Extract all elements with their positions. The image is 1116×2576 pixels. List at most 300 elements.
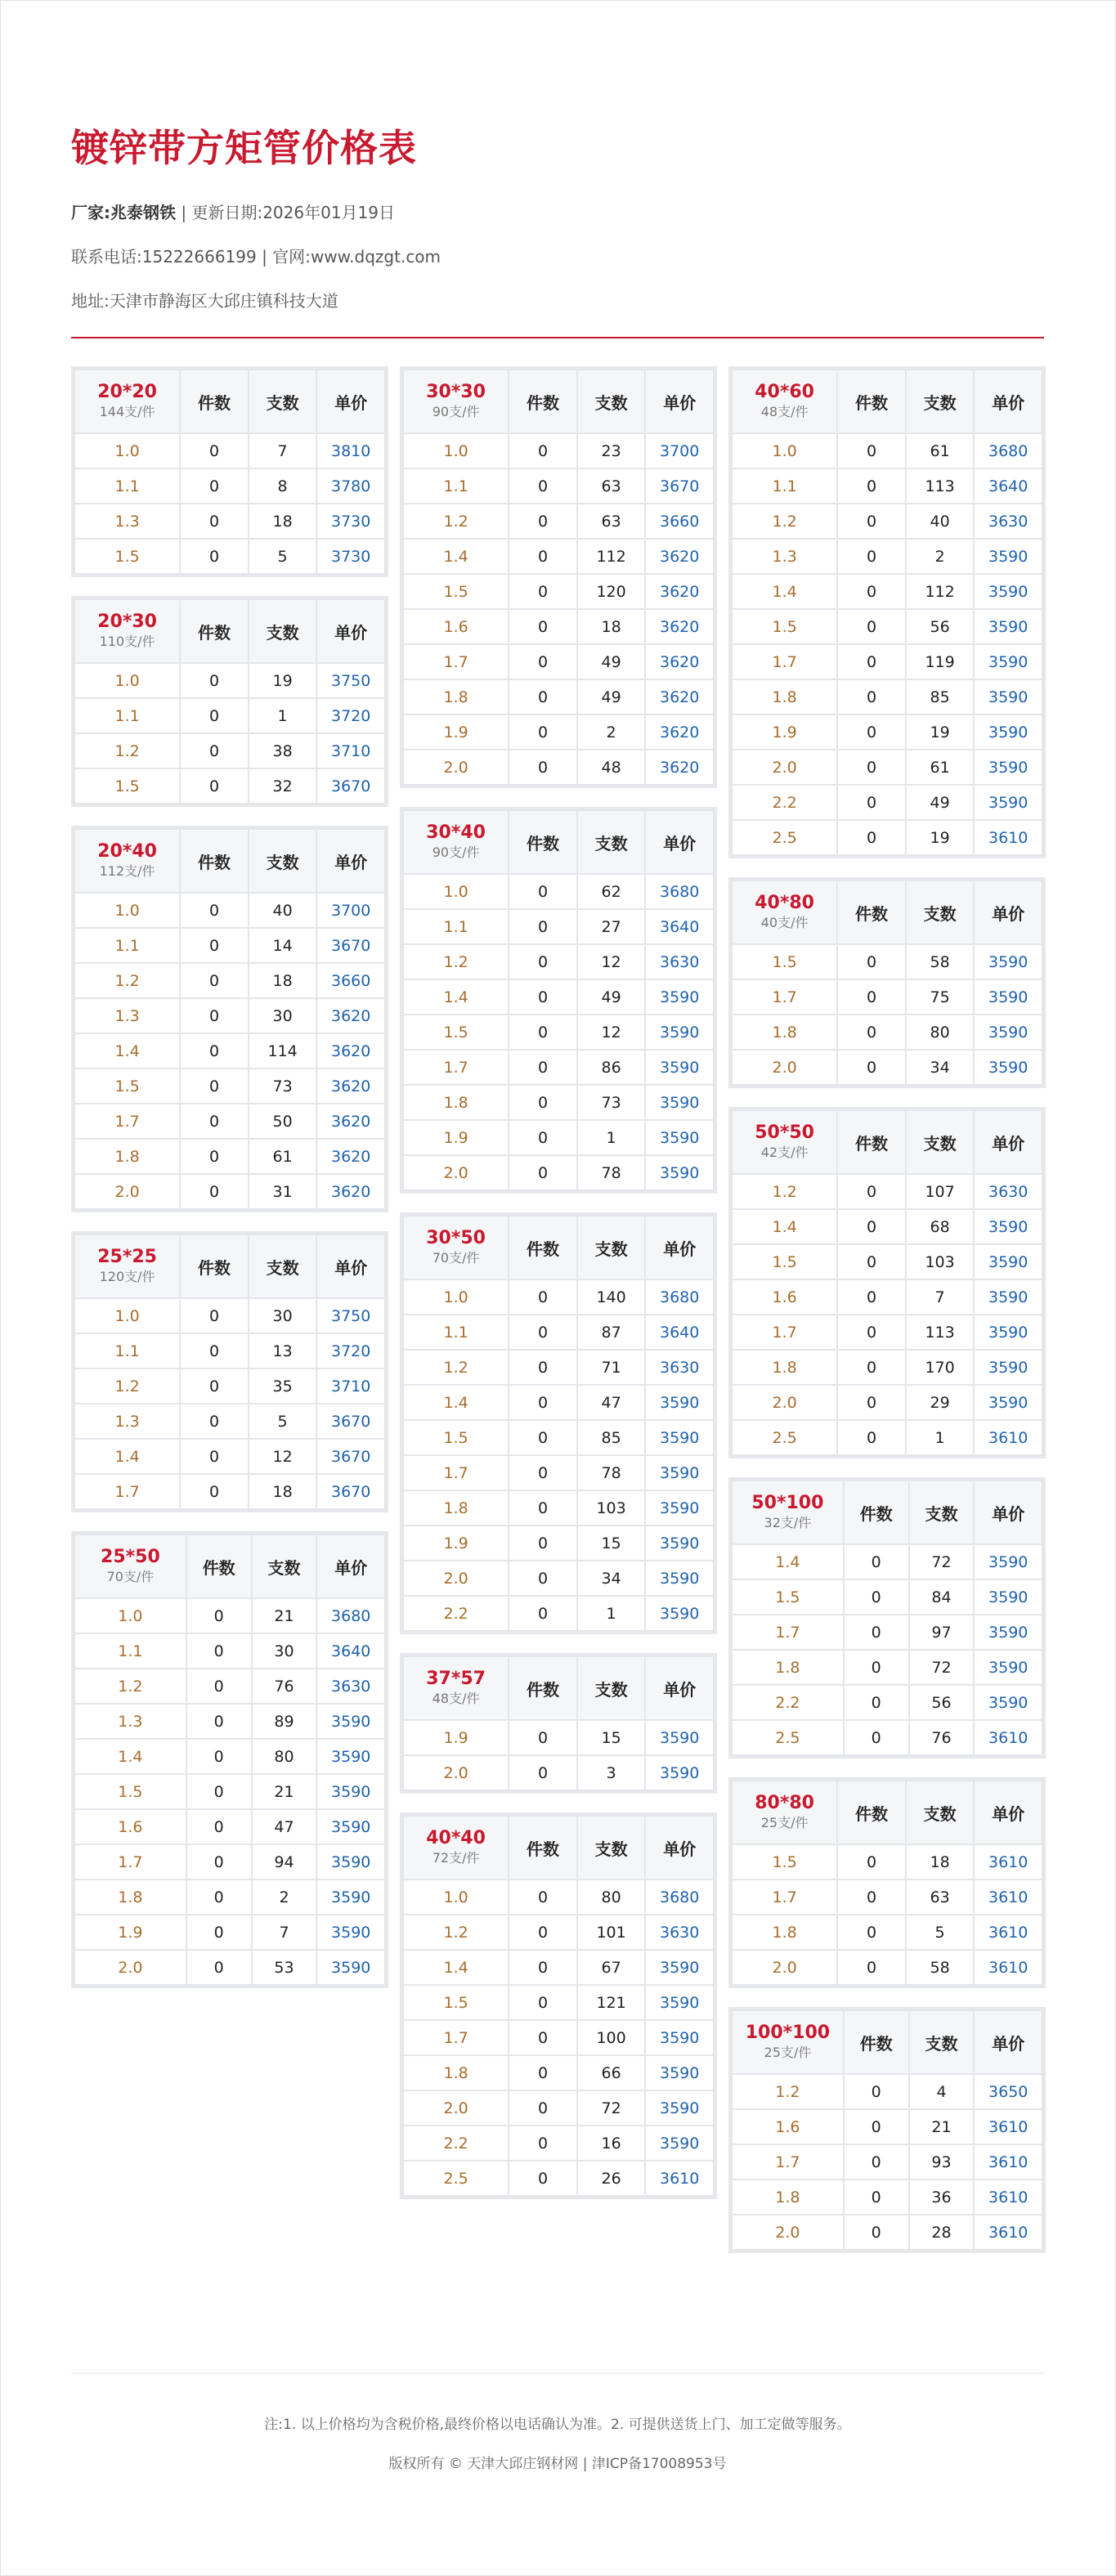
- price-cell: 3660: [316, 963, 385, 998]
- pieces-cell: 0: [837, 679, 906, 715]
- pieces-cell: 0: [186, 1774, 252, 1809]
- count-cell: 5: [249, 539, 317, 574]
- table-row: [732, 2109, 1042, 2144]
- table-row: [403, 2055, 714, 2090]
- thickness-cell: 1.0: [403, 1879, 509, 1915]
- count-cell: 84: [909, 1579, 975, 1615]
- count-cell: 140: [577, 1279, 646, 1315]
- header-count: 支数: [577, 810, 646, 874]
- table-row: [403, 609, 714, 644]
- count-cell: 30: [249, 998, 317, 1033]
- pieces-cell: 0: [180, 1404, 249, 1439]
- table-row: [403, 874, 714, 909]
- pieces-cell: 0: [180, 893, 249, 928]
- pieces-cell: 0: [186, 1844, 252, 1879]
- thickness-cell: 1.5: [732, 1579, 844, 1615]
- pieces-cell: 0: [837, 1420, 906, 1455]
- count-cell: 63: [906, 1879, 975, 1915]
- pieces-cell: 0: [509, 504, 577, 539]
- count-cell: 7: [906, 1279, 975, 1315]
- price-cell: 3590: [974, 1315, 1042, 1350]
- spec-name: 25*50: [101, 1547, 160, 1567]
- pieces-cell: 0: [509, 539, 577, 574]
- count-cell: 76: [252, 1669, 317, 1704]
- price-cell: 3610: [974, 1915, 1042, 1950]
- pieces-cell: 0: [837, 785, 906, 820]
- table-row: [732, 1209, 1042, 1244]
- count-cell: 56: [909, 1685, 975, 1720]
- table-row: [403, 2090, 714, 2126]
- table-row: [74, 1298, 385, 1333]
- count-cell: 94: [252, 1844, 317, 1879]
- count-cell: 58: [906, 944, 975, 979]
- count-cell: 47: [252, 1809, 317, 1844]
- address-value: 天津市静海区大邱庄镇科技大道: [109, 291, 338, 311]
- price-cell: 3590: [645, 1525, 714, 1561]
- price-cell: 3590: [974, 679, 1042, 715]
- pieces-cell: 0: [509, 1596, 577, 1631]
- header-count: 支数: [249, 599, 317, 663]
- thickness-cell: 1.3: [74, 1704, 186, 1739]
- price-table: [731, 880, 1043, 1086]
- table-row: [403, 715, 714, 750]
- pieces-cell: 0: [180, 733, 249, 768]
- header-price: 单价: [645, 1816, 714, 1879]
- site-label: | 官网:: [256, 247, 311, 267]
- price-cell: 3710: [316, 733, 385, 768]
- thickness-cell: 1.4: [74, 1739, 186, 1774]
- thickness-cell: 1.2: [403, 1350, 509, 1385]
- table-row: [403, 2126, 714, 2161]
- table-row: [74, 1844, 385, 1879]
- price-cell: 3590: [974, 1650, 1042, 1685]
- pieces-cell: 0: [180, 1333, 249, 1369]
- table-row: [732, 785, 1042, 820]
- header-count: 支数: [249, 829, 317, 893]
- count-cell: 103: [577, 1490, 646, 1525]
- thickness-cell: 1.1: [74, 1633, 186, 1669]
- spec-header-cell: [732, 1781, 837, 1844]
- table-row: [732, 1650, 1042, 1685]
- table-row: [732, 609, 1042, 644]
- thickness-cell: 1.2: [403, 944, 509, 979]
- count-cell: 66: [577, 2055, 646, 2090]
- header-pieces: 件数: [509, 1656, 577, 1720]
- price-table-20x30: [71, 596, 388, 807]
- table-row: [732, 644, 1042, 679]
- thickness-cell: 1.4: [403, 1385, 509, 1420]
- thickness-cell: 1.1: [74, 928, 180, 963]
- price-table: [731, 1109, 1043, 1456]
- thickness-cell: 1.0: [74, 1598, 186, 1633]
- price-cell: 3620: [316, 1033, 385, 1068]
- price-cell: 3670: [316, 1439, 385, 1474]
- price-cell: 3610: [974, 2180, 1042, 2215]
- table-row: [74, 1633, 385, 1669]
- count-cell: 113: [906, 1315, 975, 1350]
- table-column-2: [400, 366, 717, 2218]
- table-row: [732, 1579, 1042, 1615]
- price-cell: 3590: [974, 1050, 1042, 1085]
- pieces-cell: 0: [509, 1525, 577, 1561]
- price-cell: 3590: [645, 2090, 714, 2126]
- thickness-cell: 1.8: [732, 2180, 844, 2215]
- price-cell: 3680: [974, 433, 1042, 468]
- count-cell: 19: [249, 663, 317, 698]
- pieces-cell: 0: [180, 768, 249, 804]
- price-cell: 3590: [645, 1015, 714, 1050]
- thickness-cell: 1.5: [74, 1774, 186, 1809]
- price-cell: 3620: [645, 715, 714, 750]
- price-cell: 3590: [645, 1561, 714, 1596]
- thickness-cell: 2.5: [732, 1420, 837, 1455]
- manufacturer-line: [71, 202, 395, 223]
- price-table-37x57: [400, 1653, 717, 1794]
- thickness-cell: 1.6: [74, 1809, 186, 1844]
- count-cell: 32: [249, 768, 317, 804]
- table-row: [732, 1279, 1042, 1315]
- pieces-cell: 0: [186, 1879, 252, 1915]
- thickness-cell: 1.7: [403, 1455, 509, 1490]
- pieces-cell: 0: [509, 1455, 577, 1490]
- pieces-cell: 0: [837, 750, 906, 785]
- thickness-cell: 1.8: [403, 679, 509, 715]
- update-date: 2026年01月19日: [262, 203, 395, 222]
- header-pieces: 件数: [509, 810, 577, 874]
- count-cell: 76: [909, 1720, 975, 1755]
- count-cell: 78: [577, 1455, 646, 1490]
- header-pieces: 件数: [837, 880, 906, 944]
- pieces-cell: 0: [509, 1720, 577, 1755]
- thickness-cell: 1.4: [74, 1033, 180, 1068]
- header-pieces: 件数: [837, 1781, 906, 1844]
- table-row: [403, 433, 714, 468]
- table-row: [403, 1279, 714, 1315]
- price-cell: 3610: [645, 2161, 714, 2196]
- spec-name: 30*50: [426, 1228, 486, 1248]
- pieces-cell: 0: [844, 2074, 909, 2109]
- table-row: [403, 1120, 714, 1155]
- header-count: 支数: [249, 1234, 317, 1298]
- pieces-cell: 0: [509, 2161, 577, 2196]
- pieces-per-bundle: 32支/件: [764, 1515, 812, 1530]
- price-cell: 3680: [645, 874, 714, 909]
- count-cell: 7: [249, 433, 317, 468]
- price-cell: 3630: [645, 944, 714, 979]
- table-row: [403, 2020, 714, 2055]
- thickness-cell: 2.0: [403, 2090, 509, 2126]
- pieces-cell: 0: [837, 539, 906, 574]
- pieces-cell: 0: [509, 750, 577, 785]
- pieces-cell: 0: [180, 998, 249, 1033]
- price-table: [731, 369, 1043, 856]
- table-row: [732, 468, 1042, 504]
- pieces-cell: 0: [837, 1844, 906, 1879]
- pieces-cell: 0: [509, 574, 577, 609]
- table-row: [74, 1404, 385, 1439]
- table-row: [74, 1704, 385, 1739]
- count-cell: 2: [252, 1879, 317, 1915]
- site-link[interactable]: www.dqzgt.com: [310, 247, 441, 267]
- count-cell: 47: [577, 1385, 646, 1420]
- price-cell: 3620: [316, 1139, 385, 1174]
- pieces-cell: 0: [844, 1720, 909, 1755]
- header-price: 单价: [645, 1656, 714, 1720]
- pieces-cell: 0: [837, 1950, 906, 1985]
- price-cell: 3590: [316, 1774, 385, 1809]
- thickness-cell: 1.0: [732, 433, 837, 468]
- count-cell: 86: [577, 1050, 646, 1085]
- thickness-cell: 1.4: [403, 979, 509, 1015]
- thickness-cell: 1.0: [74, 433, 180, 468]
- count-cell: 87: [577, 1315, 646, 1350]
- pieces-per-bundle: 25支/件: [760, 1815, 809, 1830]
- table-row: [732, 1685, 1042, 1720]
- price-table: [74, 828, 386, 1210]
- pieces-cell: 0: [180, 1474, 249, 1509]
- pieces-cell: 0: [509, 2055, 577, 2090]
- thickness-cell: 1.5: [732, 609, 837, 644]
- table-row: [732, 715, 1042, 750]
- table-row: [403, 1085, 714, 1120]
- count-cell: 21: [909, 2109, 975, 2144]
- price-cell: 3590: [645, 1490, 714, 1525]
- price-cell: 3590: [974, 979, 1042, 1015]
- count-cell: 121: [577, 1985, 646, 2020]
- spec-name: 40*80: [755, 893, 814, 913]
- count-cell: 85: [577, 1420, 646, 1455]
- pieces-cell: 0: [509, 1490, 577, 1525]
- pieces-cell: 0: [509, 715, 577, 750]
- count-cell: 1: [577, 1120, 646, 1155]
- price-cell: 3620: [316, 1068, 385, 1104]
- spec-name: 50*100: [751, 1493, 824, 1513]
- price-table: [74, 369, 386, 575]
- count-cell: 89: [252, 1704, 317, 1739]
- count-cell: 8: [249, 468, 317, 504]
- thickness-cell: 1.2: [732, 504, 837, 539]
- price-table: [731, 2009, 1043, 2251]
- price-cell: 3750: [316, 1298, 385, 1333]
- spec-name: 37*57: [426, 1669, 486, 1689]
- pieces-cell: 0: [180, 504, 249, 539]
- table-row: [403, 574, 714, 609]
- pieces-cell: 0: [837, 574, 906, 609]
- thickness-cell: 1.7: [74, 1474, 180, 1509]
- price-cell: 3590: [316, 1915, 385, 1950]
- header-price: 单价: [316, 370, 385, 433]
- thickness-cell: 1.9: [403, 1720, 509, 1755]
- thickness-cell: 1.8: [732, 1650, 844, 1685]
- count-cell: 38: [249, 733, 317, 768]
- price-cell: 3590: [974, 750, 1042, 785]
- price-cell: 3810: [316, 433, 385, 468]
- table-row: [732, 979, 1042, 1015]
- pieces-cell: 0: [186, 1915, 252, 1950]
- table-row: [732, 679, 1042, 715]
- table-row: [403, 1915, 714, 1950]
- price-cell: 3630: [974, 504, 1042, 539]
- phone-number[interactable]: 15222666199: [141, 247, 257, 267]
- thickness-cell: 1.5: [74, 539, 180, 574]
- thickness-cell: 1.3: [74, 504, 180, 539]
- header-price: 单价: [645, 1216, 714, 1279]
- thickness-cell: 1.4: [732, 1544, 844, 1579]
- thickness-cell: 1.7: [732, 979, 837, 1015]
- count-cell: 4: [909, 2074, 975, 2109]
- thickness-cell: 1.7: [732, 1879, 837, 1915]
- table-row: [732, 750, 1042, 785]
- header-pieces: 件数: [186, 1534, 252, 1598]
- header-price: 单价: [316, 1234, 385, 1298]
- spec-header-cell: [732, 880, 837, 944]
- pieces-cell: 0: [180, 433, 249, 468]
- table-row: [74, 1474, 385, 1509]
- count-cell: 14: [249, 928, 317, 963]
- price-cell: 3620: [645, 644, 714, 679]
- count-cell: 36: [909, 2180, 975, 2215]
- table-row: [74, 1068, 385, 1104]
- spec-name: 30*30: [426, 382, 486, 402]
- thickness-cell: 2.0: [403, 1155, 509, 1190]
- price-cell: 3670: [316, 928, 385, 963]
- pieces-cell: 0: [837, 468, 906, 504]
- table-header-row: [403, 810, 714, 874]
- pieces-cell: 0: [180, 1174, 249, 1209]
- price-table: [74, 1234, 386, 1510]
- pieces-cell: 0: [844, 2109, 909, 2144]
- footer-divider: [71, 2372, 1044, 2374]
- count-cell: 61: [906, 433, 975, 468]
- price-table-30x30: [400, 366, 717, 788]
- table-header-row: [74, 1234, 385, 1298]
- table-row: [732, 2144, 1042, 2180]
- count-cell: 63: [577, 468, 646, 504]
- count-cell: 18: [577, 609, 646, 644]
- count-cell: 2: [906, 539, 975, 574]
- price-cell: 3620: [645, 609, 714, 644]
- pieces-cell: 0: [837, 1385, 906, 1420]
- header-price: 单价: [645, 810, 714, 874]
- spec-name: 80*80: [755, 1793, 814, 1813]
- table-row: [732, 1950, 1042, 1985]
- table-row: [74, 1739, 385, 1774]
- header-pieces: 件数: [509, 1216, 577, 1279]
- price-cell: 3590: [645, 1420, 714, 1455]
- pieces-cell: 0: [180, 928, 249, 963]
- count-cell: 18: [906, 1844, 975, 1879]
- table-row: [74, 1369, 385, 1404]
- table-row: [74, 893, 385, 928]
- count-cell: 100: [577, 2020, 646, 2055]
- thickness-cell: 1.8: [732, 1915, 837, 1950]
- pieces-cell: 0: [509, 2126, 577, 2161]
- footer-note: 注:1. 以上价格均为含税价格,最终价格以电话确认为准。2. 可提供送货上门、加工定做等服务。: [264, 2417, 851, 2433]
- table-header-row: [403, 1816, 714, 1879]
- spec-name: 20*40: [97, 841, 157, 862]
- thickness-cell: 1.2: [74, 1669, 186, 1704]
- count-cell: 5: [906, 1915, 975, 1950]
- pieces-per-bundle: 144支/件: [99, 404, 155, 419]
- count-cell: 5: [249, 1404, 317, 1439]
- pieces-cell: 0: [509, 1050, 577, 1085]
- count-cell: 27: [577, 909, 646, 944]
- count-cell: 114: [249, 1033, 317, 1068]
- update-label: | 更新日期:: [176, 203, 263, 222]
- thickness-cell: 1.8: [403, 2055, 509, 2090]
- count-cell: 28: [909, 2215, 975, 2250]
- table-row: [74, 1139, 385, 1174]
- count-cell: 40: [906, 504, 975, 539]
- count-cell: 49: [577, 679, 646, 715]
- thickness-cell: 1.5: [403, 1985, 509, 2020]
- spec-header-cell: [732, 1481, 844, 1544]
- price-cell: 3720: [316, 1333, 385, 1369]
- price-cell: 3620: [645, 539, 714, 574]
- header-count: 支数: [906, 370, 975, 433]
- thickness-cell: 1.5: [732, 944, 837, 979]
- price-cell: 3590: [316, 1704, 385, 1739]
- table-column-3: [728, 366, 1046, 2272]
- pieces-per-bundle: 25支/件: [764, 2045, 812, 2060]
- count-cell: 29: [906, 1385, 975, 1420]
- price-cell: 3590: [316, 1844, 385, 1879]
- header-pieces: 件数: [180, 599, 249, 663]
- table-row: [74, 1439, 385, 1474]
- thickness-cell: 1.5: [74, 768, 180, 804]
- price-cell: 3610: [974, 2144, 1042, 2180]
- thickness-cell: 2.2: [732, 785, 837, 820]
- table-row: [74, 928, 385, 963]
- table-row: [732, 2215, 1042, 2250]
- table-row: [403, 1420, 714, 1455]
- pieces-cell: 0: [509, 874, 577, 909]
- table-row: [732, 433, 1042, 468]
- count-cell: 119: [906, 644, 975, 679]
- table-row: [403, 1561, 714, 1596]
- price-cell: 3620: [316, 1174, 385, 1209]
- table-row: [732, 1879, 1042, 1915]
- pieces-cell: 0: [509, 1879, 577, 1915]
- count-cell: 103: [906, 1244, 975, 1279]
- thickness-cell: 1.1: [403, 909, 509, 944]
- pieces-cell: 0: [186, 1739, 252, 1774]
- header-pieces: 件数: [837, 370, 906, 433]
- table-row: [732, 2180, 1042, 2215]
- thickness-cell: 1.7: [732, 2144, 844, 2180]
- pieces-cell: 0: [180, 1439, 249, 1474]
- thickness-cell: 1.4: [732, 574, 837, 609]
- count-cell: 61: [906, 750, 975, 785]
- thickness-cell: 1.7: [732, 644, 837, 679]
- spec-header-cell: [732, 1110, 837, 1174]
- table-row: [74, 1950, 385, 1985]
- count-cell: 26: [577, 2161, 646, 2196]
- table-header-row: [74, 1534, 385, 1598]
- price-cell: 3590: [645, 979, 714, 1015]
- pieces-cell: 0: [837, 1879, 906, 1915]
- table-header-row: [403, 1656, 714, 1720]
- price-cell: 3640: [645, 909, 714, 944]
- pieces-cell: 0: [180, 1139, 249, 1174]
- thickness-cell: 1.1: [74, 1333, 180, 1369]
- price-cell: 3680: [645, 1279, 714, 1315]
- thickness-cell: 1.7: [403, 2020, 509, 2055]
- count-cell: 3: [577, 1755, 646, 1790]
- table-header-row: [74, 599, 385, 663]
- spec-header-cell: [403, 1216, 509, 1279]
- page-title: 镀锌带方矩管价格表: [71, 126, 417, 170]
